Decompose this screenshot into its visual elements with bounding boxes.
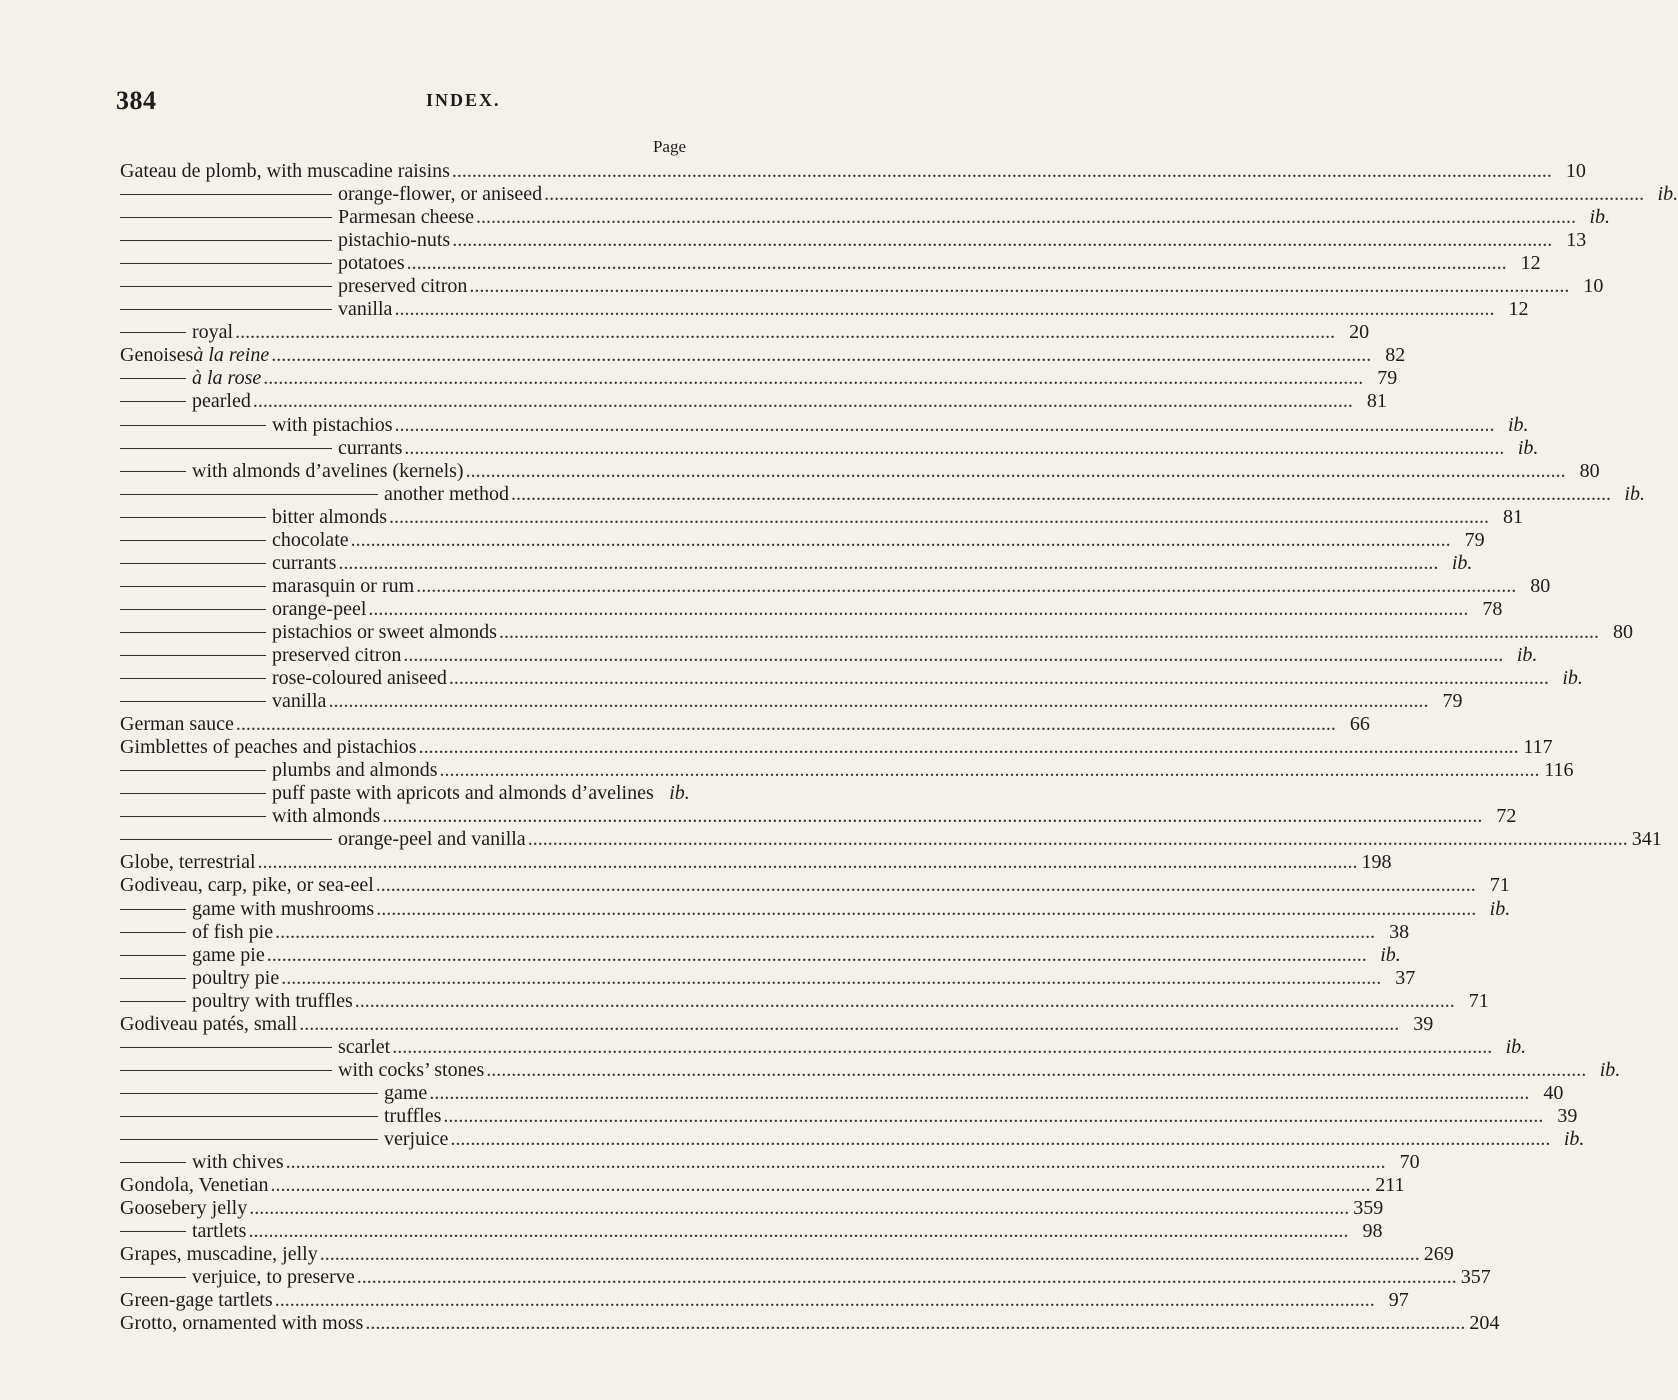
page-number: 384 [116, 86, 157, 115]
dot-leader: ............................................................................................................................................................................................................................ [403, 643, 1504, 666]
index-entry [120, 1266, 1491, 1289]
entry-label: pistachios or sweet almonds [272, 620, 497, 643]
dot-leader: ............................................................................................................................................................................................................................ [270, 1174, 1371, 1197]
dot-leader: ............................................................................................................................................................................................................................ [365, 1312, 1466, 1335]
ditto-rule [120, 909, 186, 910]
dot-leader: ............................................................................................................................................................................................................................ [476, 206, 1577, 229]
dot-leader: ............................................................................................................................................................................................................................ [354, 989, 1455, 1012]
ditto-rule [120, 701, 266, 702]
ditto-rule [120, 978, 186, 979]
index-entry [120, 1012, 1434, 1036]
entry-page: 211 [1375, 1174, 1405, 1197]
ditto-rule [120, 678, 266, 679]
entry-page: ib. [1624, 482, 1645, 505]
entry-page: 80 [1612, 620, 1633, 643]
entry-label: potatoes [338, 252, 405, 275]
entry-label: verjuice, to preserve [192, 1266, 355, 1289]
index-entry [120, 874, 1510, 897]
entry-page: 81 [1502, 505, 1523, 528]
entry-label: Godiveau patés, small [120, 1012, 298, 1035]
index-entry [120, 275, 1604, 298]
entry-page: 80 [1579, 459, 1600, 482]
entry-label: orange-peel [272, 597, 367, 620]
ditto-rule [120, 1116, 378, 1117]
ditto-rule [120, 1047, 332, 1048]
index-entry [120, 413, 1529, 437]
entry-label: orange-flower, or aniseed [338, 183, 543, 206]
index-entry [120, 229, 1587, 252]
index-entry [120, 390, 1387, 413]
dot-leader: ............................................................................................................................................................................................................................ [356, 1266, 1457, 1289]
dot-leader: ............................................................................................................................................................................................................................ [388, 505, 1489, 528]
index-entry [120, 1312, 1500, 1335]
dot-leader: ............................................................................................................................................................................................................................ [338, 551, 1439, 574]
dot-leader: ............................................................................................................................................................................................................................ [416, 574, 1517, 597]
index-entry [120, 897, 1511, 921]
entry-label: verjuice [384, 1127, 449, 1150]
entry-label: à la reine [193, 344, 270, 367]
entry-page: 20 [1349, 321, 1370, 344]
dot-leader: ............................................................................................................................................................................................................................ [527, 828, 1628, 851]
dot-leader: ............................................................................................................................................................................................................................ [271, 344, 1372, 367]
entry-label: game pie [192, 943, 265, 966]
index-entry [120, 989, 1489, 1013]
ditto-rule [120, 471, 186, 472]
entry-label: puff paste with apricots and almonds d’avelines [272, 782, 654, 805]
entry-label: preserved citron [272, 643, 402, 666]
entry-page: 97 [1388, 1289, 1409, 1312]
index-entry [120, 459, 1600, 483]
dot-leader: ............................................................................................................................................................................................................................ [451, 160, 1552, 182]
dot-leader: ............................................................................................................................................................................................................................ [439, 759, 1540, 782]
entry-page: 79 [1464, 528, 1485, 551]
dot-leader: ............................................................................................................................................................................................................................ [275, 920, 1376, 943]
dot-leader: ............................................................................................................................................................................................................................ [469, 275, 1570, 298]
index-entry [120, 160, 1586, 183]
entry-label: currants [272, 551, 337, 574]
ditto-rule [120, 309, 332, 310]
index-entry [120, 574, 1551, 598]
entry-label: poultry pie [192, 966, 280, 989]
index-entry [120, 690, 1463, 713]
dot-leader: ............................................................................................................................................................................................................................ [392, 1035, 1493, 1058]
entry-label: chocolate [272, 528, 349, 551]
entry-label: pistachio-nuts [338, 229, 451, 252]
entry-page: ib. [1589, 206, 1611, 229]
dot-leader: ............................................................................................................................................................................................................................ [510, 482, 1611, 505]
index-entry [120, 943, 1401, 967]
ditto-rule [120, 1001, 186, 1002]
entry-page: 204 [1469, 1312, 1500, 1335]
index-entries [120, 160, 1678, 1335]
index-entry [120, 713, 1370, 736]
entry-label: truffles [384, 1104, 442, 1127]
ditto-rule [120, 425, 266, 426]
index-entry [120, 183, 1678, 206]
index-entry [120, 782, 690, 805]
index-entry [120, 505, 1523, 529]
page-column-label: Page [652, 137, 686, 156]
dot-leader: ............................................................................................................................................................................................................................ [448, 667, 1549, 690]
index-entry [120, 321, 1370, 344]
index-entry [120, 482, 1645, 506]
entry-page: ib. [1562, 667, 1583, 690]
entry-page: 39 [1413, 1012, 1434, 1035]
entry-label: Goosebery jelly [120, 1197, 248, 1220]
entry-page: 13 [1566, 229, 1587, 252]
entry-label: Grotto, ornamented with moss [120, 1312, 364, 1335]
entry-label: poultry with truffles [192, 989, 353, 1012]
entry-page: ib. [1657, 183, 1678, 206]
index-entry [120, 620, 1633, 644]
ditto-rule [120, 378, 186, 379]
entry-page: 359 [1353, 1197, 1384, 1220]
ditto-rule [120, 609, 266, 610]
entry-label: vanilla [338, 298, 393, 321]
entry-page: 79 [1442, 690, 1463, 713]
entry-label: vanilla [272, 690, 327, 713]
index-entry [120, 1151, 1420, 1174]
ditto-rule [120, 332, 186, 333]
dot-leader: ............................................................................................................................................................................................................................ [376, 897, 1477, 920]
entry-page: ib. [1516, 643, 1538, 666]
entry-page: ib. [1563, 1127, 1585, 1150]
ditto-rule [120, 563, 266, 564]
ditto-rule [120, 1162, 186, 1163]
ditto-rule [120, 540, 266, 541]
entry-page: 71 [1489, 874, 1510, 897]
index-entry [120, 736, 1553, 759]
entry-label: with chives [192, 1151, 284, 1174]
index-entry [120, 1081, 1564, 1105]
ditto-rule [120, 448, 332, 449]
entry-page: 72 [1496, 805, 1517, 828]
entry-page: 37 [1395, 966, 1416, 989]
entry-page: 117 [1523, 736, 1553, 759]
entry-page: 116 [1544, 759, 1574, 782]
entry-label: with cocks’ stones [338, 1058, 485, 1081]
ditto-rule [120, 1093, 378, 1094]
index-entry [120, 1289, 1409, 1312]
dot-leader: ............................................................................................................................................................................................................................ [452, 229, 1553, 252]
dot-leader: ............................................................................................................................................................................................................................ [418, 736, 1519, 759]
dot-leader: ............................................................................................................................................................................................................................ [235, 321, 1336, 344]
entry-label: Gondola, Venetian [120, 1174, 269, 1197]
entry-page: 81 [1366, 390, 1387, 413]
dot-leader: ............................................................................................................................................................................................................................ [498, 620, 1599, 643]
entry-page: 357 [1460, 1266, 1491, 1289]
entry-label: game [384, 1081, 428, 1104]
entry-label: plumbs and almonds [272, 759, 438, 782]
entry-label: currants [338, 436, 403, 459]
entry-label: preserved citron [338, 275, 468, 298]
entry-label: Godiveau, carp, pike, or sea-eel [120, 874, 374, 897]
ditto-rule [120, 263, 332, 264]
entry-page: 40 [1543, 1081, 1564, 1104]
ditto-rule [120, 494, 378, 495]
entry-label: Green-gage tartlets [120, 1289, 273, 1312]
entry-label: German sauce [120, 713, 234, 736]
ditto-rule [120, 655, 266, 656]
entry-page: 98 [1362, 1220, 1383, 1243]
entry-label: Genoises [120, 344, 194, 367]
entry-page: 10 [1583, 275, 1604, 298]
entry-label: with almonds [272, 805, 381, 828]
dot-leader: ............................................................................................................................................................................................................................ [394, 298, 1495, 321]
index-entry [120, 206, 1611, 229]
dot-leader: ............................................................................................................................................................................................................................ [274, 1289, 1375, 1312]
entry-page: 269 [1423, 1243, 1454, 1266]
index-entry [120, 597, 1503, 621]
ditto-rule [120, 194, 332, 195]
ditto-rule [120, 286, 332, 287]
entry-label: royal [192, 321, 234, 344]
dot-leader: ............................................................................................................................................................................................................................ [394, 413, 1495, 436]
ditto-rule [120, 839, 332, 840]
dot-leader: ............................................................................................................................................................................................................................ [281, 966, 1382, 989]
ditto-rule [120, 401, 186, 402]
dot-leader: ............................................................................................................................................................................................................................ [257, 851, 1358, 874]
entry-label: of fish pie [192, 920, 274, 943]
entry-label: Grapes, muscadine, jelly [120, 1243, 318, 1266]
entry-label: Globe, terrestrial [120, 851, 256, 874]
index-entry [120, 528, 1485, 552]
index-entry [120, 966, 1416, 990]
entry-page: ib. [1380, 943, 1401, 966]
index-entry [120, 920, 1410, 944]
entry-page: ib. [669, 782, 690, 805]
ditto-rule [120, 632, 266, 633]
entry-page: 10 [1565, 160, 1586, 182]
entry-page: 80 [1530, 574, 1551, 597]
entry-label: rose-coloured aniseed [272, 667, 447, 690]
dot-leader: ............................................................................................................................................................................................................................ [248, 1220, 1349, 1243]
entry-page: 79 [1377, 367, 1398, 390]
entry-page: 39 [1557, 1104, 1578, 1127]
entry-page: 78 [1482, 597, 1503, 620]
entry-page: ib. [1599, 1058, 1621, 1081]
index-entry [120, 1035, 1527, 1059]
entry-label: orange-peel and vanilla [338, 828, 526, 851]
dot-leader: ............................................................................................................................................................................................................................ [404, 436, 1505, 459]
dot-leader: ............................................................................................................................................................................................................................ [406, 252, 1507, 275]
ditto-rule [120, 932, 186, 933]
entry-page: ib. [1451, 551, 1473, 574]
entry-page: 38 [1389, 920, 1410, 943]
dot-leader: ............................................................................................................................................................................................................................ [382, 805, 1483, 828]
entry-page: 341 [1631, 828, 1662, 851]
ditto-rule [120, 1277, 186, 1278]
dot-leader: ............................................................................................................................................................................................................................ [252, 390, 1353, 413]
entry-label: bitter almonds [272, 505, 387, 528]
entry-page: 82 [1385, 344, 1406, 367]
entry-page: 71 [1468, 989, 1489, 1012]
dot-leader: ............................................................................................................................................................................................................................ [249, 1197, 1350, 1220]
entry-page: 12 [1520, 252, 1541, 275]
entry-page: ib. [1489, 897, 1511, 920]
dot-leader: ............................................................................................................................................................................................................................ [319, 1243, 1420, 1266]
index-entry [120, 851, 1392, 874]
entry-page: ib. [1505, 1035, 1527, 1058]
entry-page: ib. [1507, 413, 1529, 436]
entry-label: Gateau de plomb, with muscadine raisins [120, 160, 450, 182]
index-entry [120, 1127, 1585, 1151]
ditto-rule [120, 955, 186, 956]
index-entry [120, 828, 1662, 851]
ditto-rule [120, 770, 266, 771]
ditto-rule [120, 1231, 186, 1232]
entry-label: game with mushrooms [192, 897, 375, 920]
dot-leader: ............................................................................................................................................................................................................................ [544, 183, 1645, 206]
index-entry [120, 759, 1574, 782]
ditto-rule [120, 586, 266, 587]
dot-leader: ............................................................................................................................................................................................................................ [450, 1127, 1551, 1150]
entry-page: ib. [1517, 436, 1539, 459]
index-entry [120, 643, 1538, 667]
index-entry [120, 1104, 1578, 1128]
ditto-rule [120, 793, 266, 794]
entry-label: with pistachios [272, 413, 393, 436]
index-entry [120, 1243, 1454, 1266]
entry-label: tartlets [192, 1220, 247, 1243]
index-entry [120, 252, 1541, 275]
dot-leader: ............................................................................................................................................................................................................................ [429, 1081, 1530, 1104]
ditto-rule [120, 517, 266, 518]
index-entry [120, 805, 1517, 828]
ditto-rule [120, 1070, 332, 1071]
entry-label: marasquin or rum [272, 574, 415, 597]
dot-leader: ............................................................................................................................................................................................................................ [266, 943, 1367, 966]
entry-label: Parmesan cheese [338, 206, 475, 229]
entry-page: 198 [1361, 851, 1392, 874]
dot-leader: ............................................................................................................................................................................................................................ [263, 367, 1364, 390]
index-entry [120, 1220, 1383, 1243]
index-entry [120, 298, 1529, 321]
index-entry [120, 436, 1539, 460]
dot-leader: ............................................................................................................................................................................................................................ [443, 1104, 1544, 1127]
dot-leader: ............................................................................................................................................................................................................................ [285, 1151, 1386, 1174]
dot-leader: ............................................................................................................................................................................................................................ [465, 459, 1566, 482]
entry-page: 70 [1399, 1151, 1420, 1174]
entry-label: with almonds d’avelines (kernels) [192, 459, 464, 482]
entry-label: scarlet [338, 1035, 391, 1058]
entry-label: Gimblettes of peaches and pistachios [120, 736, 417, 759]
ditto-rule [120, 1139, 378, 1140]
running-head: INDEX. [426, 90, 501, 110]
dot-leader: ............................................................................................................................................................................................................................ [350, 528, 1451, 551]
index-entry [120, 551, 1473, 575]
entry-label: à la rose [192, 367, 262, 390]
index-entry [120, 667, 1583, 690]
dot-leader: ............................................................................................................................................................................................................................ [375, 874, 1476, 897]
index-entry [120, 1058, 1621, 1082]
dot-leader: ............................................................................................................................................................................................................................ [299, 1012, 1400, 1035]
entry-page: 12 [1508, 298, 1529, 321]
ditto-rule [120, 240, 332, 241]
entry-page: 66 [1349, 713, 1370, 736]
index-entry [120, 367, 1398, 390]
ditto-rule [120, 217, 332, 218]
dot-leader: ............................................................................................................................................................................................................................ [235, 713, 1336, 736]
index-entry [120, 1197, 1384, 1220]
index-entry [120, 1174, 1405, 1197]
entry-label: another method [384, 482, 509, 505]
dot-leader: ............................................................................................................................................................................................................................ [328, 690, 1429, 713]
entry-label: pearled [192, 390, 251, 413]
dot-leader: ............................................................................................................................................................................................................................ [486, 1058, 1587, 1081]
ditto-rule [120, 816, 266, 817]
index-entry [120, 344, 1406, 367]
dot-leader: ............................................................................................................................................................................................................................ [368, 597, 1469, 620]
